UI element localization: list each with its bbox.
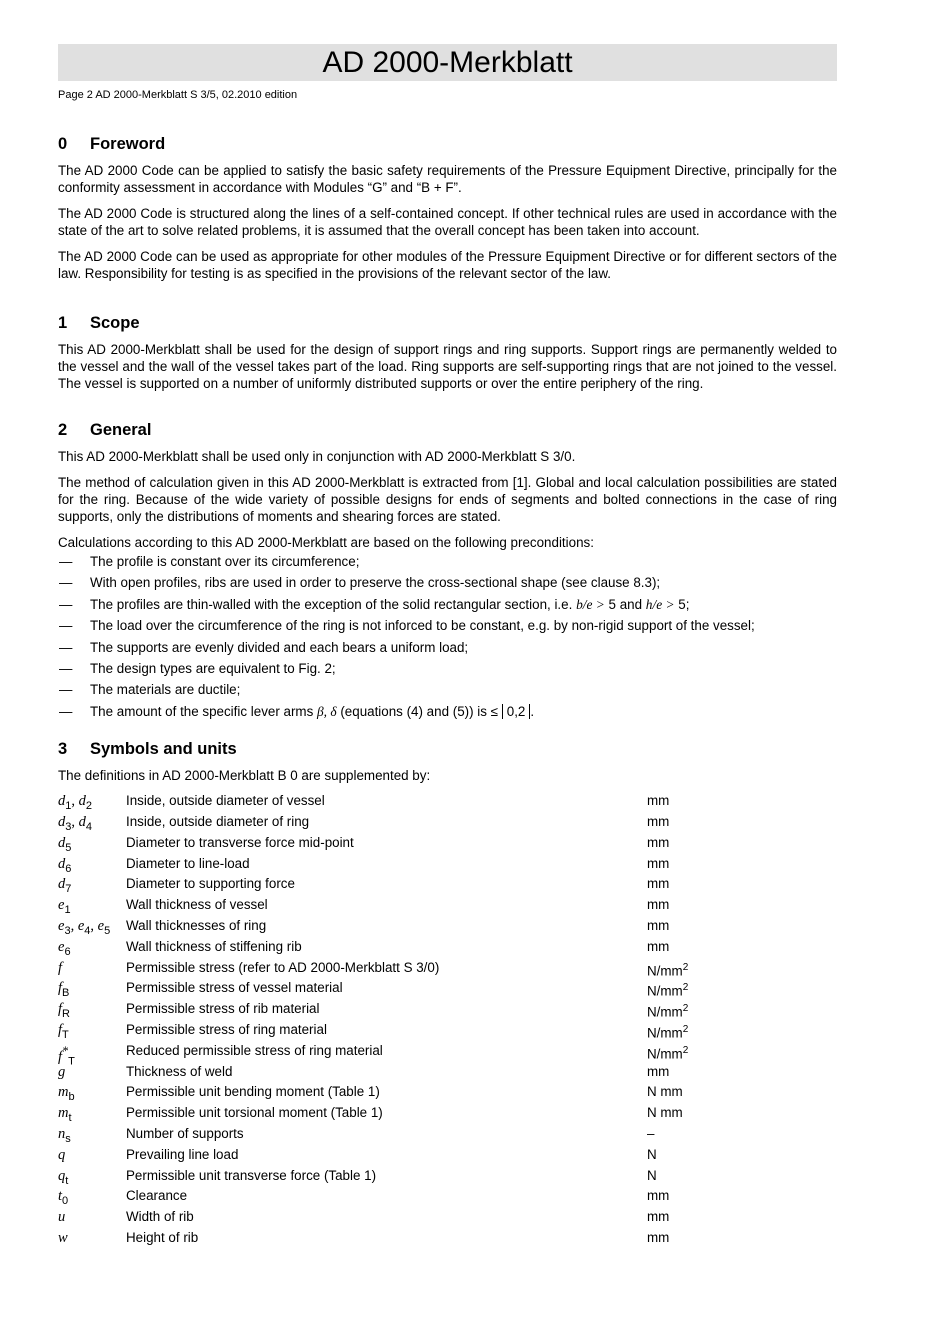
symbol: $d_5$ bbox=[58, 834, 72, 854]
symbol-row bbox=[58, 1082, 837, 1103]
symbol-row bbox=[58, 895, 837, 916]
symbol-description: Permissible unit transverse force (Table 1) bbox=[126, 1167, 377, 1183]
symbol: q bbox=[58, 1146, 66, 1163]
symbol: $d_1$, $d_2$ bbox=[58, 793, 92, 813]
symbol-row bbox=[58, 1062, 837, 1083]
symbol-row bbox=[58, 854, 837, 875]
symbol: $n_s$ bbox=[58, 1126, 71, 1145]
symbol-description: Number of supports bbox=[126, 1126, 244, 1141]
document-page bbox=[58, 44, 837, 1249]
symbol-description: Width of rib bbox=[126, 1209, 194, 1225]
symbol-row bbox=[58, 999, 837, 1020]
symbol-unit: mm bbox=[647, 1209, 670, 1225]
list-item: — The design types are equivalent to Fig. 2; bbox=[59, 661, 336, 677]
list-item: — The load over the circumference of the ring is not inforced to be constant, e.g. by non-rigid support of the vessel; bbox=[59, 618, 755, 634]
symbol-row bbox=[58, 1145, 837, 1166]
symbol-unit: N bbox=[647, 1167, 657, 1183]
symbol-row bbox=[58, 874, 837, 895]
symbol-description: Wall thicknesses of ring bbox=[126, 918, 267, 934]
symbol-row bbox=[58, 978, 837, 999]
symbol-unit: mm bbox=[647, 938, 670, 954]
symbol-row bbox=[58, 1103, 837, 1124]
symbol-unit: N bbox=[647, 1146, 657, 1162]
list-item: — With open profiles, ribs are used in order to preserve the cross-sectional shape (see clause 8.3); bbox=[59, 575, 661, 591]
symbols-table bbox=[58, 791, 837, 1249]
symbol-unit: $N/mm^2$ bbox=[647, 1024, 689, 1041]
symbol-description: Diameter to line-load bbox=[126, 855, 250, 871]
symbol: $e_1$ bbox=[58, 897, 71, 917]
paragraph: The AD 2000 Code can be used as appropriate for other modules of the Pressure Equipment Directive or for different sectors of the law. Responsibility for testing is as specified in the provisions of the relevant sector of the law. bbox=[58, 249, 837, 281]
symbol-unit: N mm bbox=[647, 1105, 683, 1121]
symbol: $d_6$ bbox=[58, 855, 72, 875]
symbol-description: Permissible stress of vessel material bbox=[126, 980, 343, 996]
symbol-unit: mm bbox=[647, 1063, 670, 1079]
symbol-description: Wall thickness of stiffening rib bbox=[126, 938, 302, 954]
symbol-unit: mm bbox=[647, 1188, 670, 1204]
symbol: w bbox=[58, 1229, 68, 1246]
list-item: — The supports are evenly divided and each bears a uniform load; bbox=[59, 639, 469, 655]
symbol-unit: $N/mm^2$ bbox=[647, 982, 689, 999]
symbol-description: Permissible stress of rib material bbox=[126, 1001, 320, 1017]
symbol-description: Inside, outside diameter of vessel bbox=[126, 793, 325, 809]
symbol-unit: mm bbox=[647, 1229, 670, 1245]
paragraph: The definitions in AD 2000-Merkblatt B 0 are supplemented by: bbox=[58, 768, 431, 784]
symbol-unit: $N/mm^2$ bbox=[647, 961, 689, 979]
section-scope bbox=[58, 313, 837, 392]
symbol: $e_3$, $e_4$, $e_5$ bbox=[58, 918, 111, 937]
symbol-unit: mm bbox=[647, 855, 670, 871]
symbol-row bbox=[58, 916, 837, 937]
symbol-unit: $N/mm^2$ bbox=[647, 1003, 689, 1020]
symbol-row bbox=[58, 833, 837, 854]
symbol: $q_t$ bbox=[58, 1167, 69, 1187]
symbol-row bbox=[58, 1186, 837, 1207]
symbol-unit: N mm bbox=[647, 1084, 683, 1100]
symbol: $f_B$ bbox=[58, 980, 70, 1000]
symbol-unit: – bbox=[647, 1126, 655, 1141]
section-heading: 1 Scope bbox=[58, 314, 140, 332]
section-symbols bbox=[58, 739, 837, 1249]
symbol-row bbox=[58, 1228, 837, 1249]
symbol-description: Permissible unit bending moment (Table 1) bbox=[126, 1084, 380, 1100]
paragraph: The method of calculation given in this AD 2000-Merkblatt is extracted from [1]. Global and local calculation possibilities are stated for the ring. Because of the wide variety of possible designs for ends of segments and bolted connections in the case of ring supports, only the distributions of moments and shearing forces are stated. bbox=[58, 475, 837, 524]
symbol-description: Prevailing line load bbox=[126, 1146, 239, 1162]
symbol: $m_t$ bbox=[58, 1105, 72, 1125]
document-title: AD 2000-Merkblatt bbox=[58, 44, 837, 81]
symbol-description: Clearance bbox=[126, 1188, 188, 1204]
paragraph: Calculations according to this AD 2000-Merkblatt are based on the following preconditions: bbox=[58, 535, 594, 550]
symbol-description: Reduced permissible stress of ring material bbox=[126, 1042, 383, 1058]
symbol: $m_b$ bbox=[58, 1084, 75, 1104]
symbol-unit: mm bbox=[647, 834, 670, 850]
symbol-row bbox=[58, 1020, 837, 1041]
list-item: — The profile is constant over its circumference; bbox=[59, 554, 360, 569]
list-item: — The profiles are thin-walled with the exception of the solid rectangular section, i.e. b/e > 5 and h/e > 5; bbox=[59, 596, 690, 612]
symbol-unit: mm bbox=[647, 897, 670, 913]
symbol-description: Permissible stress (refer to AD 2000-Merkblatt S 3/0) bbox=[126, 959, 440, 975]
symbol: $d_7$ bbox=[58, 876, 72, 896]
page-info: Page 2 AD 2000-Merkblatt S 3/5, 02.2010 edition bbox=[58, 89, 298, 101]
symbol-unit: mm bbox=[647, 918, 670, 934]
symbol: u bbox=[58, 1209, 66, 1226]
symbol-row bbox=[58, 812, 837, 833]
paragraph: The AD 2000 Code can be applied to satisfy the basic safety requirements of the Pressure Equipment Directive, principally for the conformity assessment in accordance with Modules “G” and “B + F”. bbox=[58, 163, 837, 195]
list-item: — The materials are ductile; bbox=[59, 682, 241, 698]
symbol: $e_6$ bbox=[58, 938, 71, 958]
section-heading: 3 Symbols and units bbox=[58, 740, 237, 759]
symbol-description: Height of rib bbox=[126, 1229, 199, 1245]
symbol: f bbox=[58, 959, 63, 976]
paragraph: This AD 2000-Merkblatt shall be used for the design of support rings and ring supports. Support rings are permanently welded to the vessel and the wall of the vessel takes part of the load. Ring supports are self-supporting rings that are not joined to the vessel. The vessel is supported on a number of uniformly distributed supports or over the entire periphery of the ring. bbox=[58, 342, 837, 391]
symbol-row bbox=[58, 1207, 837, 1228]
symbol-row bbox=[58, 958, 837, 979]
symbol-description: Permissible unit torsional moment (Table 1) bbox=[126, 1105, 383, 1121]
symbol-description: Permissible stress of ring material bbox=[126, 1022, 327, 1038]
symbol: $f_R$ bbox=[58, 1001, 70, 1021]
symbol-description: Thickness of weld bbox=[126, 1063, 233, 1079]
list-item: — The amount of the specific lever arms β, δ (equations (4) and (5)) is ≤ 0,2 . bbox=[59, 703, 535, 719]
symbol-description: Inside, outside diameter of ring bbox=[126, 814, 310, 830]
symbol-description: Wall thickness of vessel bbox=[126, 897, 268, 913]
section-heading: 0 Foreword bbox=[58, 135, 166, 153]
symbol-row bbox=[58, 1124, 837, 1145]
symbol-unit: mm bbox=[647, 876, 670, 892]
symbol-unit: mm bbox=[647, 793, 670, 809]
symbol-description: Diameter to transverse force mid-point bbox=[126, 834, 354, 850]
symbol: $d_3$, $d_4$ bbox=[58, 814, 92, 833]
section-general bbox=[58, 420, 837, 722]
symbol: $f^*_T$ bbox=[58, 1043, 75, 1068]
paragraph: This AD 2000-Merkblatt shall be used only in conjunction with AD 2000-Merkblatt S 3/0. bbox=[58, 449, 576, 464]
section-heading: 2 General bbox=[58, 421, 152, 439]
paragraph: The AD 2000 Code is structured along the lines of a self-contained concept. If other technical rules are used in accordance with the state of the art to solve related problems, it is assumed that the overall concept has been taken into account. bbox=[58, 206, 837, 238]
symbol: $f_T$ bbox=[58, 1022, 69, 1041]
preconditions-list bbox=[58, 551, 837, 722]
symbol: $t_0$ bbox=[58, 1188, 69, 1208]
section-foreword bbox=[58, 134, 837, 282]
symbol: g bbox=[58, 1063, 66, 1080]
symbol-unit: mm bbox=[647, 814, 670, 830]
symbol-description: Diameter to supporting force bbox=[126, 876, 295, 892]
symbol-row bbox=[58, 1041, 837, 1068]
symbol-row bbox=[58, 1166, 837, 1187]
symbol-unit: $N/mm^2$ bbox=[647, 1044, 689, 1062]
symbol-row bbox=[58, 937, 837, 958]
symbol-row bbox=[58, 791, 837, 812]
